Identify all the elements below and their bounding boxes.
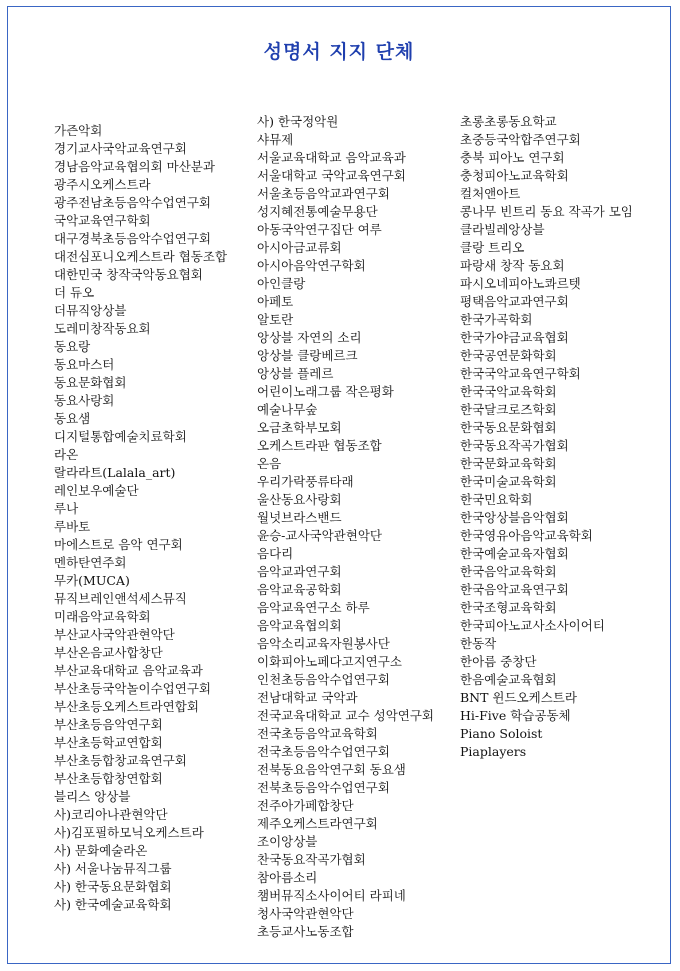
organization-item: 서울대학교 국악교육연구회 bbox=[257, 168, 406, 183]
organization-item: 어린이노래그룹 작은평화 bbox=[257, 384, 394, 399]
organization-item: 부산초등합창교육연구회 bbox=[54, 753, 187, 768]
organization-item: 루바토 bbox=[54, 519, 91, 534]
organization-item: 더뮤직앙상블 bbox=[54, 303, 127, 318]
organization-item: 한국가곡학회 bbox=[460, 312, 533, 327]
organization-item: 한국민요학회 bbox=[460, 492, 533, 507]
organization-item: 동요랑 bbox=[54, 339, 91, 354]
organization-item: 음악교육연구소 하루 bbox=[257, 600, 370, 615]
organization-item: 전북초등음악수업연구회 bbox=[257, 780, 390, 795]
organization-item: 대한민국 창작국악동요협회 bbox=[54, 267, 203, 282]
organization-item: Hi-Five 학습공동체 bbox=[460, 708, 571, 723]
organization-item: 부산교육대학교 음악교육과 bbox=[54, 663, 203, 678]
organization-item: 한동작 bbox=[460, 636, 497, 651]
organization-item: 부산초등합창연합회 bbox=[54, 771, 163, 786]
organization-item: 샤뮤제 bbox=[257, 132, 294, 147]
organization-item: 동요문화협회 bbox=[54, 375, 127, 390]
organization-item: 앙상블 자연의 소리 bbox=[257, 330, 362, 345]
organization-item: 전국초등음악수업연구회 bbox=[257, 744, 390, 759]
organization-item: 대전심포니오케스트라 협동조합 bbox=[54, 249, 228, 264]
organization-item: 한국공연문화학회 bbox=[460, 348, 557, 363]
organization-item: 경남음악교육협의회 마산분과 bbox=[54, 159, 215, 174]
organization-item: Piano Soloist bbox=[460, 726, 543, 741]
organization-item: 부산온음교사합창단 bbox=[54, 645, 163, 660]
organization-item: 예술나무숲 bbox=[257, 402, 318, 417]
organization-item: 초롱초롱동요학교 bbox=[460, 114, 557, 129]
organization-item: 한국문화교육학회 bbox=[460, 456, 557, 471]
organization-list-column-1 bbox=[54, 124, 244, 916]
organization-item: 이화피아노페다고지연구소 bbox=[257, 654, 402, 669]
organization-item: 광주시오케스트라 bbox=[54, 177, 151, 192]
organization-item: 충북 피아노 연구회 bbox=[460, 150, 565, 165]
organization-item: 사) 한국예술교육학회 bbox=[54, 897, 172, 912]
organization-item: 사) 서울나눔뮤직그룹 bbox=[54, 861, 172, 876]
organization-item: 블리스 앙상블 bbox=[54, 789, 131, 804]
organization-item: 초중등국악합주연구회 bbox=[460, 132, 581, 147]
organization-item: 사)코리아나관현악단 bbox=[54, 807, 168, 822]
organization-item: 한국달크로즈학회 bbox=[460, 402, 557, 417]
organization-item: 한국음악교육연구회 bbox=[460, 582, 569, 597]
organization-item: 청사국악관현악단 bbox=[257, 906, 354, 921]
organization-item: 동요마스터 bbox=[54, 357, 115, 372]
organization-item: 멘하탄연주회 bbox=[54, 555, 127, 570]
organization-item: 한국영유아음악교육학회 bbox=[460, 528, 593, 543]
organization-item: 아페토 bbox=[257, 294, 294, 309]
organization-item: 광주전남초등음악수업연구회 bbox=[54, 195, 211, 210]
organization-item: 한국동요문화협회 bbox=[460, 420, 557, 435]
organization-item: 한음예술교육협회 bbox=[460, 672, 557, 687]
organization-item: 앙상블 클랑베르크 bbox=[257, 348, 358, 363]
organization-item: 도레미창작동요회 bbox=[54, 321, 151, 336]
organization-item: 평택음악교과연구회 bbox=[460, 294, 569, 309]
organization-item: 전남대학교 국악과 bbox=[257, 690, 358, 705]
organization-item: 전국초등음악교육학회 bbox=[257, 726, 378, 741]
organization-item: 한국앙상블음악협회 bbox=[460, 510, 569, 525]
organization-item: 한국국악교육학회 bbox=[460, 384, 557, 399]
organization-item: 찬국동요작곡가협회 bbox=[257, 852, 366, 867]
organization-item: 부산초등오케스트라연합회 bbox=[54, 699, 199, 714]
organization-item: 온음 bbox=[257, 456, 282, 471]
organization-list-column-3 bbox=[460, 115, 650, 763]
organization-item: 전주아가페합창단 bbox=[257, 798, 354, 813]
organization-item: 콩나무 빈트리 동요 작곡가 모임 bbox=[460, 204, 633, 219]
organization-item: 미래음악교육학회 bbox=[54, 609, 151, 624]
organization-item: 사) 한국정악원 bbox=[257, 114, 339, 129]
organization-item: 앙상블 플레르 bbox=[257, 366, 334, 381]
page-title: 성명서 지지 단체 bbox=[263, 41, 415, 63]
organization-item: Piaplayers bbox=[460, 744, 527, 759]
organization-item: 사) 한국동요문화협회 bbox=[54, 879, 172, 894]
organization-item: 챔버뮤직소사이어티 라피네 bbox=[257, 888, 406, 903]
organization-item: 동요사랑회 bbox=[54, 393, 115, 408]
organization-item: 클라빌레앙상블 bbox=[460, 222, 545, 237]
organization-item: 더 듀오 bbox=[54, 285, 95, 300]
organization-item: 경기교사국악교육연구회 bbox=[54, 141, 187, 156]
organization-item: 인천초등음악수업연구회 bbox=[257, 672, 390, 687]
organization-item: 디지털통합예술치료학회 bbox=[54, 429, 187, 444]
organization-item: 뮤직브레인앤석세스뮤직 bbox=[54, 591, 187, 606]
organization-item: 전북동요음악연구회 동요샘 bbox=[257, 762, 406, 777]
organization-item: 부산초등학교연합회 bbox=[54, 735, 163, 750]
organization-item: 클랑 트리오 bbox=[460, 240, 525, 255]
organization-item: 아인클랑 bbox=[257, 276, 306, 291]
organization-item: 초등교사노동조합 bbox=[257, 924, 354, 939]
organization-item: 한국예술교육자협회 bbox=[460, 546, 569, 561]
organization-item: 오금초학부모회 bbox=[257, 420, 342, 435]
organization-item: 랄라라트(Lalala_art) bbox=[54, 465, 176, 480]
organization-item: 아시아금교류회 bbox=[257, 240, 342, 255]
organization-item: 무카(MUCA) bbox=[54, 573, 130, 588]
page-frame bbox=[7, 6, 671, 964]
organization-item: 오케스트라판 협동조합 bbox=[257, 438, 382, 453]
organization-item: 울산동요사랑회 bbox=[257, 492, 342, 507]
organization-item: 알토란 bbox=[257, 312, 294, 327]
organization-item: 음악교육협의회 bbox=[257, 618, 342, 633]
organization-item: 국악교육연구학회 bbox=[54, 213, 151, 228]
organization-item: 동요샘 bbox=[54, 411, 91, 426]
organization-item: 음악소리교육자원봉사단 bbox=[257, 636, 390, 651]
organization-item: 파랑새 창작 동요회 bbox=[460, 258, 565, 273]
organization-list-column-2 bbox=[257, 115, 447, 943]
organization-item: 음다리 bbox=[257, 546, 294, 561]
organization-item: 한국음악교육학회 bbox=[460, 564, 557, 579]
organization-item: BNT 윈드오케스트라 bbox=[460, 690, 577, 705]
organization-item: 부산초등국악놀이수업연구회 bbox=[54, 681, 211, 696]
organization-item: 한국미술교육학회 bbox=[460, 474, 557, 489]
organization-item: 한아름 중창단 bbox=[460, 654, 537, 669]
organization-item: 한국국악교육연구학회 bbox=[460, 366, 581, 381]
organization-item: 음악교육공학회 bbox=[257, 582, 342, 597]
organization-item: 우리가락풍류타래 bbox=[257, 474, 354, 489]
organization-item: 조이앙상블 bbox=[257, 834, 318, 849]
organization-item: 음악교과연구회 bbox=[257, 564, 342, 579]
organization-item: 사) 문화예술라온 bbox=[54, 843, 148, 858]
organization-item: 부산교사국악관현악단 bbox=[54, 627, 175, 642]
organization-item: 부산초등음악연구회 bbox=[54, 717, 163, 732]
organization-item: 컬처앤아트 bbox=[460, 186, 521, 201]
organization-item: 마에스트로 음악 연구회 bbox=[54, 537, 183, 552]
organization-item: 아시아음악연구학회 bbox=[257, 258, 366, 273]
organization-item: 충청피아노교육학회 bbox=[460, 168, 569, 183]
organization-item: 월넛브라스밴드 bbox=[257, 510, 342, 525]
organization-item: 사)김포필하모닉오케스트라 bbox=[54, 825, 204, 840]
organization-item: 윤승-교사국악관현악단 bbox=[257, 528, 382, 543]
organization-item: 전국교육대학교 교수 성악연구회 bbox=[257, 708, 434, 723]
organization-item: 루나 bbox=[54, 501, 79, 516]
organization-item: 서울교육대학교 음악교육과 bbox=[257, 150, 406, 165]
organization-item: 파시오네피아노콰르텟 bbox=[460, 276, 581, 291]
organization-item: 서울초등음악교과연구회 bbox=[257, 186, 390, 201]
organization-item: 성지혜전통예술무용단 bbox=[257, 204, 378, 219]
organization-item: 대구경북초등음악수업연구회 bbox=[54, 231, 211, 246]
organization-item: 라온 bbox=[54, 447, 79, 462]
organization-item: 한국피아노교사소사이어티 bbox=[460, 618, 605, 633]
organization-item: 한국가야금교육협회 bbox=[460, 330, 569, 345]
organization-item: 아동국악연구집단 여루 bbox=[257, 222, 382, 237]
organization-item: 한국동요작곡가협회 bbox=[460, 438, 569, 453]
organization-item: 레인보우예술단 bbox=[54, 483, 139, 498]
organization-item: 참아름소리 bbox=[257, 870, 318, 885]
organization-item: 가즌악회 bbox=[54, 123, 103, 138]
organization-item: 한국조형교육학회 bbox=[460, 600, 557, 615]
organization-item: 제주오케스트라연구회 bbox=[257, 816, 378, 831]
